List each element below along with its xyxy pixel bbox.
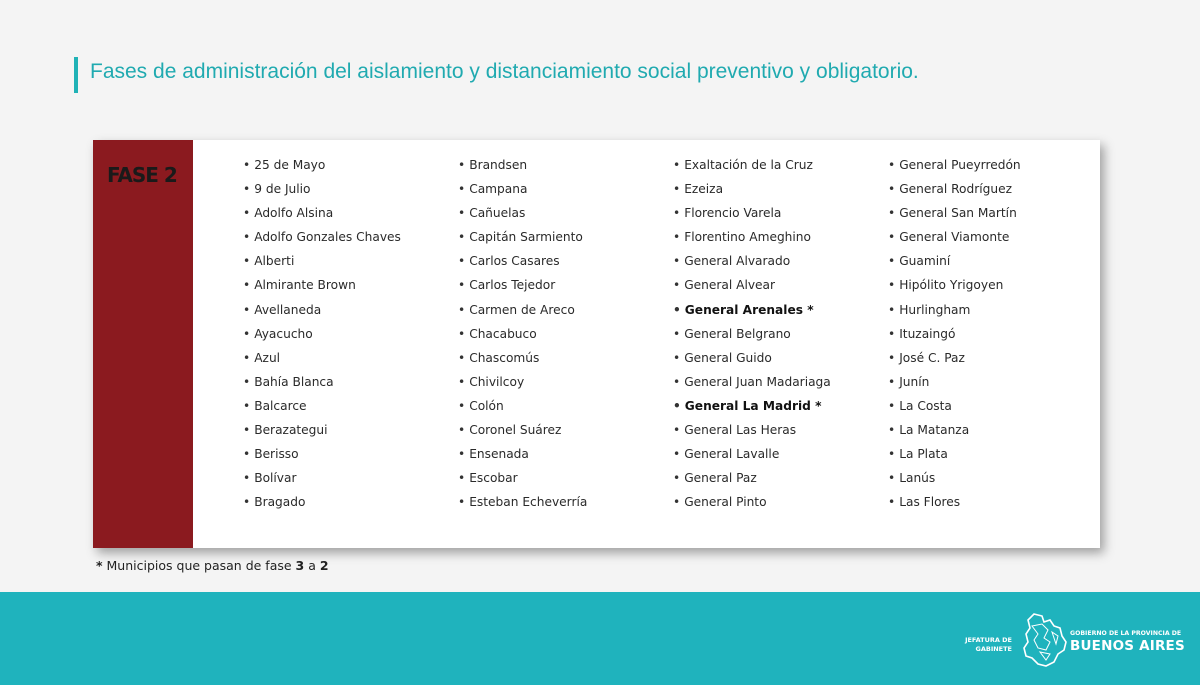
- municipality-item: • Berisso: [243, 442, 401, 466]
- municipality-item: • General Lavalle: [673, 442, 831, 466]
- municipality-item: • Adolfo Alsina: [243, 201, 401, 225]
- government-line-big: BUENOS AIRES: [1070, 638, 1185, 654]
- municipality-item: • Las Flores: [888, 490, 1021, 514]
- municipality-item: • Almirante Brown: [243, 273, 401, 297]
- municipality-item: • General Paz: [673, 466, 831, 490]
- government-line-small: GOBIERNO DE LA PROVINCIA DE: [1070, 630, 1182, 637]
- municipality-item: • General Arenales *: [673, 298, 831, 322]
- municipality-item: • Ezeiza: [673, 177, 831, 201]
- municipality-item: • 25 de Mayo: [243, 153, 401, 177]
- municipality-item: • Berazategui: [243, 418, 401, 442]
- municipality-item: • Florentino Ameghino: [673, 225, 831, 249]
- municipality-item: • Cañuelas: [458, 201, 587, 225]
- title-accent-bar: [74, 57, 78, 93]
- municipality-item: • General Alvear: [673, 273, 831, 297]
- municipality-item: • General Viamonte: [888, 225, 1021, 249]
- footnote-to-phase: 2: [319, 558, 329, 573]
- municipality-item: • Exaltación de la Cruz: [673, 153, 831, 177]
- municipality-item: • Ensenada: [458, 442, 587, 466]
- jefatura-line-2: GABINETE: [975, 645, 1012, 653]
- municipality-item: • Azul: [243, 346, 401, 370]
- municipalities-card: [93, 140, 1100, 548]
- municipality-item: • Lanús: [888, 466, 1021, 490]
- municipality-item: • Chivilcoy: [458, 370, 587, 394]
- municipality-item: • Escobar: [458, 466, 587, 490]
- municipality-column-3: [673, 153, 831, 514]
- municipality-item: • Balcarce: [243, 394, 401, 418]
- municipality-item: • Coronel Suárez: [458, 418, 587, 442]
- municipality-item: • General Las Heras: [673, 418, 831, 442]
- municipality-item: • Bolívar: [243, 466, 401, 490]
- footnote: [96, 558, 329, 573]
- municipality-item: • Adolfo Gonzales Chaves: [243, 225, 401, 249]
- municipality-item: • Campana: [458, 177, 587, 201]
- municipality-column-1: [243, 153, 401, 514]
- municipality-item: • La Costa: [888, 394, 1021, 418]
- phase-band: [93, 140, 193, 548]
- municipality-column-4: [888, 153, 1021, 514]
- municipality-item: • General San Martín: [888, 201, 1021, 225]
- footnote-text: Municipios que pasan de fase: [102, 558, 296, 573]
- municipality-item: • Ayacucho: [243, 322, 401, 346]
- municipality-item: • Brandsen: [458, 153, 587, 177]
- municipality-item: • Junín: [888, 370, 1021, 394]
- municipality-item: • Carmen de Areco: [458, 298, 587, 322]
- phase-label: FASE 2: [107, 163, 177, 187]
- municipality-item: • General Pueyrredón: [888, 153, 1021, 177]
- municipality-item: • General Guido: [673, 346, 831, 370]
- municipality-item: • General La Madrid *: [673, 394, 831, 418]
- footnote-mid: a: [304, 558, 320, 573]
- municipality-item: • Carlos Tejedor: [458, 273, 587, 297]
- municipality-item: • José C. Paz: [888, 346, 1021, 370]
- municipality-item: • General Alvarado: [673, 249, 831, 273]
- municipality-item: • Avellaneda: [243, 298, 401, 322]
- municipality-item: • Esteban Echeverría: [458, 490, 587, 514]
- government-logo-text: [1070, 630, 1185, 654]
- municipality-column-2: [458, 153, 587, 514]
- municipality-item: • Capitán Sarmiento: [458, 225, 587, 249]
- municipality-item: • Guaminí: [888, 249, 1021, 273]
- municipality-item: • Carlos Casares: [458, 249, 587, 273]
- municipality-item: • Hurlingham: [888, 298, 1021, 322]
- municipality-item: • Alberti: [243, 249, 401, 273]
- jefatura-line-1: JEFATURA DE: [965, 636, 1012, 644]
- municipality-item: • Florencio Varela: [673, 201, 831, 225]
- footer-bar: [0, 592, 1200, 685]
- footnote-star: *: [96, 558, 103, 573]
- municipality-item: • Ituzaingó: [888, 322, 1021, 346]
- municipality-item: • General Pinto: [673, 490, 831, 514]
- municipality-item: • Colón: [458, 394, 587, 418]
- municipality-item: • Bragado: [243, 490, 401, 514]
- municipality-item: • 9 de Julio: [243, 177, 401, 201]
- municipality-item: • General Juan Madariaga: [673, 370, 831, 394]
- municipality-item: • Hipólito Yrigoyen: [888, 273, 1021, 297]
- footnote-from-phase: 3: [295, 558, 305, 573]
- municipality-item: • Bahía Blanca: [243, 370, 401, 394]
- municipality-item: • La Plata: [888, 442, 1021, 466]
- municipality-item: • Chascomús: [458, 346, 587, 370]
- jefatura-logo-text: [952, 636, 1012, 654]
- municipality-item: • Chacabuco: [458, 322, 587, 346]
- province-map-icon: [1020, 612, 1068, 668]
- municipality-item: • La Matanza: [888, 418, 1021, 442]
- municipality-item: • General Rodríguez: [888, 177, 1021, 201]
- municipality-item: • General Belgrano: [673, 322, 831, 346]
- page-title: Fases de administración del aislamiento y distanciamiento social preventivo y obligatorio.: [90, 60, 919, 83]
